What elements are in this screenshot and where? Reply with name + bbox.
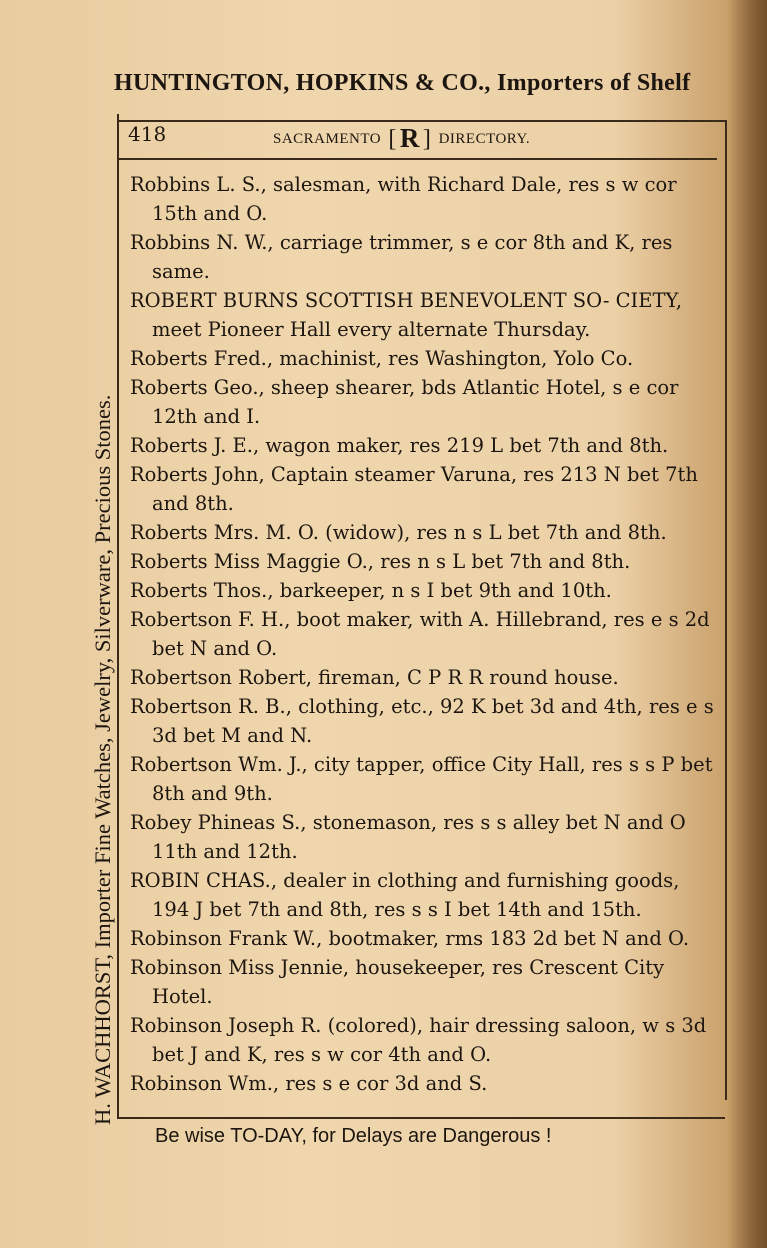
directory-entry: Robinson Frank W., bootmaker, rms 183 2d bet N and O. [130,927,690,950]
directory-entry: Roberts Miss Maggie O., res n s L bet 7th and 8th. [130,550,631,573]
directory-entry: Robinson Wm., res s e cor 3d and S. [130,1072,488,1095]
directory-entry: Roberts Fred., machinist, res Washington, Yolo Co. [130,347,634,370]
frame-left-rule [117,114,119,1118]
directory-entry: Roberts Mrs. M. O. (widow), res n s L bet 7th and 8th. [130,521,667,544]
left-bracket: [ [388,126,397,152]
running-head-city: SACRAMENTO [273,131,382,147]
directory-entry: Robertson Wm. J., city tapper, office City Hall, res s s P bet 8th and 9th. [130,753,713,805]
directory-entry: Roberts John, Captain steamer Varuna, res 213 N bet 7th and 8th. [130,463,698,515]
header-bottom-rule [117,158,717,160]
running-head [273,123,530,154]
directory-entry: ROBERT BURNS SCOTTISH BENEVOLENT SO- CIETY, meet Pioneer Hall every alternate Thursday. [130,289,683,341]
footer-rule [117,1117,725,1119]
frame-right-rule [725,120,727,1100]
bottom-advertisement: Be wise TO-DAY, for Delays are Dangerous ! [155,1125,552,1147]
running-head-directory: DIRECTORY. [438,131,531,147]
directory-entry: Roberts J. E., wagon maker, res 219 L bet 7th and 8th. [130,434,669,457]
directory-entry: Robbins L. S., salesman, with Richard Dale, res s w cor 15th and O. [130,173,677,225]
section-letter: R [399,123,420,153]
directory-entry: ROBIN CHAS., dealer in clothing and furnishing goods, 194 J bet 7th and 8th, res s s I bet 14th and 15th. [130,869,680,921]
directory-entry: Robinson Miss Jennie, housekeeper, res Crescent City Hotel. [130,956,665,1008]
side-advertisement: H. WACHHORST, Importer Fine Watches, Jewelry, Silverware, Precious Stones. [90,394,115,1125]
directory-entry: Robinson Joseph R. (colored), hair dressing saloon, w s 3d bet J and K, res s w cor 4th and O. [130,1014,707,1066]
directory-entry: Roberts Thos., barkeeper, n s I bet 9th and 10th. [130,579,612,602]
directory-entry: Robertson F. H., boot maker, with A. Hillebrand, res e s 2d bet N and O. [130,608,710,660]
directory-entry: Robbins N. W., carriage trimmer, s e cor 8th and K, res same. [130,231,673,283]
top-advertisement: HUNTINGTON, HOPKINS & CO., Importers of Shelf [114,70,691,96]
page-number: 418 [128,122,167,146]
running-header [128,118,728,152]
directory-entry: Robertson R. B., clothing, etc., 92 K bet 3d and 4th, res e s 3d bet M and N. [130,695,714,747]
directory-entry: Roberts Geo., sheep shearer, bds Atlantic Hotel, s e cor 12th and I. [130,376,679,428]
right-bracket: ] [422,126,432,152]
directory-entry: Robey Phineas S., stonemason, res s s alley bet N and O 11th and 12th. [130,811,686,863]
directory-entries [130,170,720,1098]
directory-entry: Robertson Robert, fireman, C P R R round house. [130,666,619,689]
